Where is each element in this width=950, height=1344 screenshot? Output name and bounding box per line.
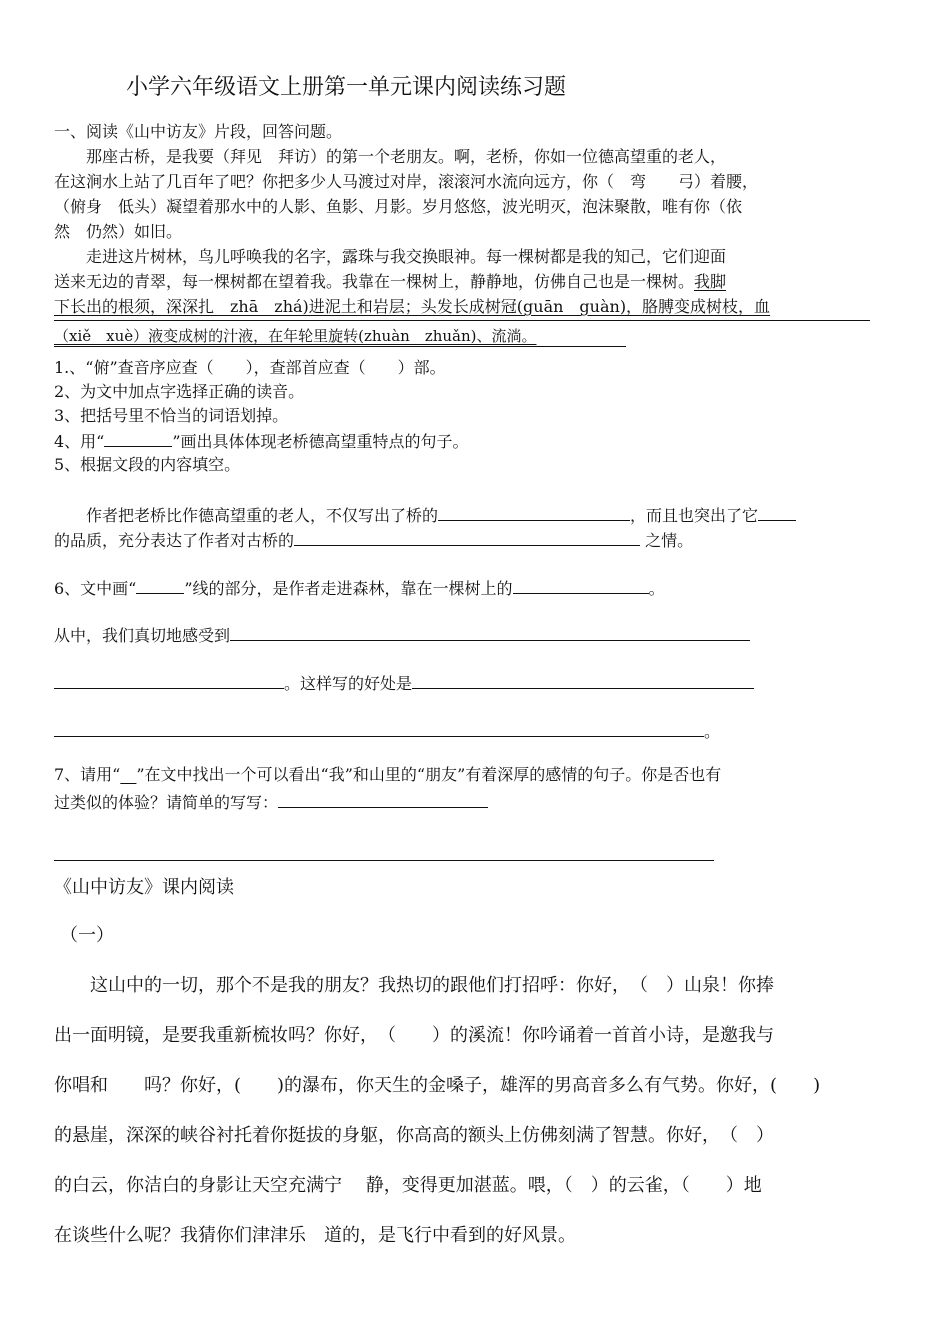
question-7-line-2 bbox=[54, 791, 488, 813]
question-text: 。 bbox=[704, 722, 721, 741]
passage-line: 那座古桥，是我要（拜见 拜访）的第一个老朋友。啊，老桥，你如一位德高望重的老人， bbox=[54, 147, 727, 166]
question-6 bbox=[54, 577, 665, 599]
question-text: 4、用“ bbox=[54, 432, 105, 451]
answer-blank[interactable] bbox=[230, 624, 750, 641]
answer-blank[interactable] bbox=[294, 529, 640, 546]
question-text: 过类似的体验？请简单的写写： bbox=[54, 793, 279, 812]
page-title: 小学六年级语文上册第一单元课内阅读练习题 bbox=[126, 75, 567, 100]
answer-blank[interactable] bbox=[513, 577, 649, 594]
passage-line: 然 仍然）如旧。 bbox=[54, 222, 183, 241]
section-2-heading: 《山中访友》课内阅读 bbox=[54, 877, 234, 898]
question-6-line-3 bbox=[54, 672, 754, 694]
passage-line: （俯身 低头）凝望着那水中的人影、鱼影、月影。岁月悠悠，波光明灭，泡沫聚散，唯有你（依 bbox=[54, 197, 743, 216]
question-3: 3、把括号里不恰当的词语划掉。 bbox=[54, 406, 289, 425]
underlined-sentence: 我脚 bbox=[694, 272, 727, 291]
question-text: ”线的部分，是作者走进森林，靠在一棵树上的 bbox=[184, 579, 513, 598]
answer-blank[interactable] bbox=[758, 504, 796, 521]
underline-rule bbox=[54, 346, 626, 347]
answer-line[interactable] bbox=[54, 860, 714, 861]
question-text: ”在文中找出一个可以看出“我”和山里的“朋友”有着深厚的感情的句子。你是否也有 bbox=[136, 765, 722, 784]
question-text: ”画出具体体现老桥德高望重特点的句子。 bbox=[172, 432, 469, 451]
passage-line: 走进这片树林，鸟儿呼唤我的名字，露珠与我交换眼神。每一棵树都是我的知己，它们迎面 bbox=[54, 247, 727, 266]
underline-sample bbox=[104, 430, 172, 447]
reading-line: 你唱和 吗？你好，( )的瀑布，你天生的金嗓子，雄浑的男高音多么有气势。你好，( ) bbox=[54, 1075, 821, 1096]
underlined-sentence: 下长出的根须，深深扎 zhā zhá)进泥土和岩层；头发长成树冠(guān guàn)，胳膊变成树枝，血 bbox=[54, 297, 771, 316]
reading-line: 这山中的一切，那个不是我的朋友？我热切的跟他们打招呼：你好， （ ）山泉！你捧 bbox=[54, 975, 774, 996]
question-7 bbox=[54, 765, 721, 785]
fill-text: ，而且也突出了它 bbox=[630, 506, 759, 525]
answer-blank[interactable] bbox=[54, 720, 704, 737]
fill-in-line bbox=[54, 529, 693, 551]
question-text: 从中，我们真切地感受到 bbox=[54, 626, 231, 645]
reading-line: 出一面明镜，是要我重新梳妆吗？你好， （ ）的溪流！你吟诵着一首首小诗，是邀我与 bbox=[54, 1025, 774, 1046]
answer-blank[interactable] bbox=[438, 504, 630, 521]
fill-text: 的品质，充分表达了作者对古桥的 bbox=[54, 531, 295, 550]
answer-blank[interactable] bbox=[412, 672, 754, 689]
question-text: 6、文中画“ bbox=[54, 579, 137, 598]
underlined-sentence: （xiě xuè）液变成树的汁液，在年轮里旋转(zhuàn zhuǎn)、流淌。 bbox=[54, 327, 537, 345]
reading-line: 的悬崖，深深的峡谷衬托着你挺拔的身躯，你高高的额头上仿佛刻满了智慧。你好， （ ） bbox=[54, 1125, 774, 1146]
underline-sample bbox=[136, 577, 184, 594]
question-1: 1.、“俯”查音序应查（ ），查部首应查（ ）部。 bbox=[54, 358, 446, 377]
answer-blank[interactable] bbox=[278, 791, 488, 808]
underline-rule bbox=[54, 320, 870, 321]
question-4 bbox=[54, 430, 469, 452]
question-5: 5、根据文段的内容填空。 bbox=[54, 455, 241, 474]
question-6-line-4 bbox=[54, 720, 720, 742]
answer-blank[interactable] bbox=[54, 672, 284, 689]
passage-line bbox=[54, 272, 726, 292]
question-6-line-2 bbox=[54, 624, 750, 646]
fill-in-line bbox=[54, 504, 796, 526]
question-text: 。 bbox=[648, 579, 665, 598]
fill-text: 作者把老桥比作德高望重的老人，不仅写出了桥的 bbox=[54, 506, 439, 525]
passage-text: 送来无边的青翠，每一棵树都在望着我。我靠在一棵树上，静静地，仿佛自己也是一棵树。 bbox=[54, 272, 695, 291]
reading-line: 在谈些什么呢？我猜你们津津乐 道的，是飞行中看到的好风景。 bbox=[54, 1225, 576, 1246]
underline-sample: __ bbox=[120, 765, 137, 784]
question-2: 2、为文中加点字选择正确的读音。 bbox=[54, 382, 305, 401]
passage-line: 在这涧水上站了几百年了吧？你把多少人马渡过对岸，滚滚河水流向远方，你（ 弯 弓）着腰， bbox=[54, 172, 759, 191]
section-1-heading: 一、阅读《山中访友》片段，回答问题。 bbox=[54, 122, 343, 141]
question-text: 。这样写的好处是 bbox=[284, 674, 413, 693]
fill-text: 之情。 bbox=[640, 531, 694, 550]
section-2-subheading: （一） bbox=[60, 925, 114, 946]
question-text: 7、请用“ bbox=[54, 765, 121, 784]
reading-line: 的白云，你洁白的身影让天空充满宁 静，变得更加湛蓝。喂，（ ）的云雀，（ ）地 bbox=[54, 1175, 762, 1196]
